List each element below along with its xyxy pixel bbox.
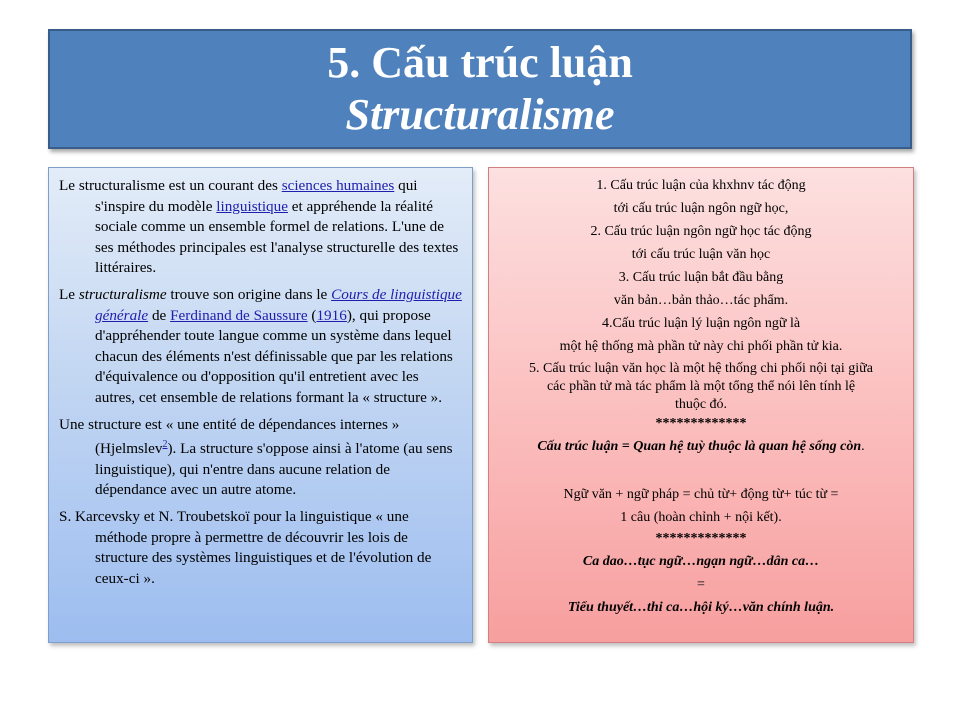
folk-genres: Ca dao…tục ngữ…ngạn ngữ…dân ca… [582, 554, 820, 569]
note-line: 1 câu (hoàn chỉnh + nội kết). [620, 510, 782, 525]
text: ( [307, 306, 317, 324]
key-statement-text: Cấu trúc luận = Quan hệ tuỳ thuộc là quan hệ sống còn [537, 439, 862, 454]
text: qui s'inspire du modèle [95, 177, 418, 215]
text: de [148, 306, 171, 324]
note-line: 2. Cấu trúc luận ngôn ngữ học tác động [590, 224, 812, 239]
note-line: Ngữ văn + ngữ pháp = chủ từ+ động từ+ túc từ = [563, 487, 839, 502]
note-line: tới cấu trúc luận ngôn ngữ học, [613, 201, 789, 216]
literary-genres: Tiểu thuyết…thi ca…hội ký…văn chính luận. [567, 600, 835, 615]
slide-subtitle: Structuralisme [345, 90, 615, 139]
paragraph-origin [59, 285, 462, 409]
text: Le structuralisme est un courant des [59, 177, 282, 194]
separator-stars: ************* [655, 531, 747, 546]
text: Une structure est « une entité de dépendances internes » (Hjelmslev [59, 415, 400, 458]
link-linguistique[interactable]: linguistique [216, 197, 288, 215]
vietnamese-notes-panel [488, 167, 914, 643]
note-line: một hệ thống mà phần tử này chi phối phần tử kia. [559, 339, 843, 354]
equals-sign: = [697, 577, 705, 592]
note-line: tới cấu trúc luận văn học [631, 247, 771, 262]
link-1916[interactable]: 1916 [316, 306, 347, 324]
text: ). La structure s'oppose ainsi à l'atome (au sens linguistique), qui n'entre dans aucune relation de dépendance avec un autre atome. [95, 440, 453, 499]
note-line: thuộc đó. [674, 397, 728, 412]
note-line: 3. Cấu trúc luận bắt đầu bằng [618, 270, 784, 285]
note-line: 4.Cấu trúc luận lý luận ngôn ngữ là [601, 316, 801, 331]
text: . [861, 439, 865, 454]
paragraph-karcevsky: S. Karcevsky et N. Troubetskoï pour la linguistique « une méthode propre à permettre de découvrir les lois de structure des systèmes linguistiques et de l'évolution de ceux-ci ». [59, 507, 432, 587]
link-sciences-humaines[interactable]: sciences humaines [281, 177, 395, 194]
text: et appréhende la réalité sociale comme un ensemble formel de relations. L'une de ses méthodes principales est l'analyse structurelle des textes littéraires. [95, 197, 459, 277]
link-cours-linguistique[interactable]: Cours de linguistique générale [95, 285, 462, 324]
paragraph-definition [59, 176, 462, 279]
title-banner [48, 29, 912, 149]
emphasis: structuralisme [78, 285, 167, 303]
note-line: 1. Cấu trúc luận của khxhnv tác động [596, 178, 806, 193]
note-line: 5. Cấu trúc luận văn học là một hệ thống chi phối nội tại giữa [529, 361, 873, 376]
link-saussure[interactable]: Ferdinand de Saussure [170, 306, 308, 324]
footnote-link[interactable]: 2 [162, 439, 168, 451]
separator-stars: ************* [655, 416, 747, 431]
note-line: các phần tử mà tác phẩm là một tổng thể nói lên tính lệ [546, 379, 856, 394]
text: trouve son origine dans le [166, 285, 332, 303]
note-line: văn bản…bản thảo…tác phẩm. [613, 293, 789, 308]
slide-title: 5. Cấu trúc luận [327, 38, 633, 87]
french-text-panel [48, 167, 473, 643]
text: Le [59, 285, 79, 303]
text: ), qui propose d'appréhender toute langue comme un système dans lequel chacun des éléments n'est définissable que par les relations d'équivalence ou d'opposition qu'il entretient avec les autres, cet ensemble de relations formant la « structure ». [95, 306, 453, 406]
paragraph-structure [59, 415, 462, 501]
spacer [499, 460, 903, 483]
key-statement [499, 434, 903, 460]
